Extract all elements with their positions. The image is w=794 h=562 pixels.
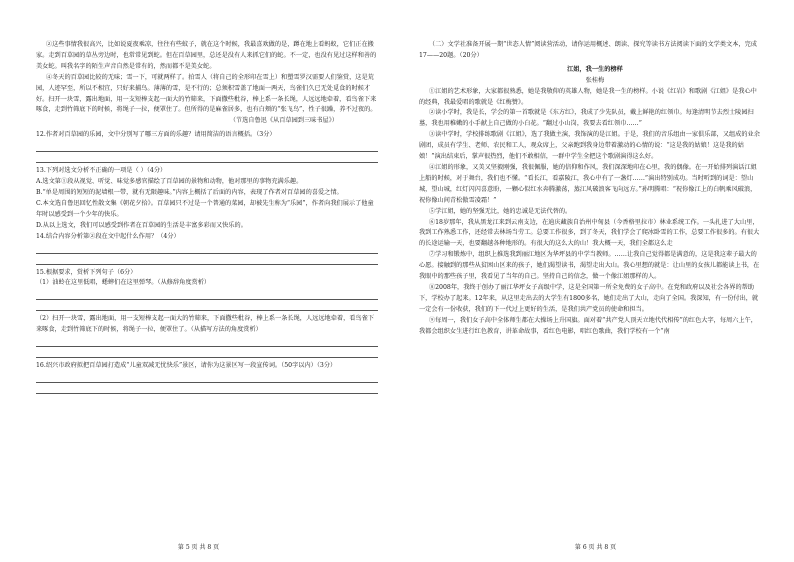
passage-paragraph-4: ④冬天的百草园比较的无味；雪一下，可就两样了。拍雪人（将自己的全形印在雪上）和塑雪罗汉需要人们鉴赏，这是荒园，人迹罕至，所以不相宜，只好来捕鸟。薄薄的雪，是不行的；总须积雪盖了地面一两天，鸟雀们久已无处觅食的时候才好。扫开一块雪，露出地面，用一支短棒支起一面大的竹筛来，下面撒些秕谷，棒上系一条长绳，人远远地牵着，看鸟雀下来啄食，走到竹筛底下的时候，将绳子一拉，便罩住了。但所得的是麻雀居多，也有白颊的“张飞鸟”，性子很躁，养不过夜的。 [36, 73, 377, 114]
right-page [397, 0, 794, 562]
question-13-option-a: A.选文第①段从视觉、听觉、味觉多感官描绘了百草园的景物和动物，他对那里的事物充满乐趣。 [36, 178, 303, 186]
article-paragraph-2: ②读小学时，我是长，学会的第一首歌就是《东方红》，我成了少先队员，戴上鲜艳的红领巾。每逢清明节去烈士陵园扫墓，我也用稚嫩的小手献上自己做的小白花。“翻过小山岗，我要去看红领巾……” [419, 109, 754, 128]
answer-line[interactable] [36, 336, 378, 347]
article-paragraph-6: ⑥18岁那年，我从黑龙江来到云南支边，在迪庆藏族自治州中甸县（今香格里拉市）林业系统工作。一头扎进了大山里，我到工作熟悉工作，还经常去林场当劳工。总要工作很多，到了冬天，我们学会了爬冰卧雪的工作，总要工作很多的。有很大的长途运输一天，也要翻越各种地形的。有很大的这么大的山！我大概一天，我们全都这么走 [419, 218, 760, 248]
article-paragraph-7: ⑦学习和锻炼中，组织上推选我到丽江地区为华坪县的中学当教师。……让我自己觉得都是满意的，这是我这辈子最大的心愿。接触到的那些从贫困山区来的孩子，她们渴望读书，渴望走出大山。我心里想的就是：让山里的女孩儿都能读上书，在我眼中的那些孩子里，我看见了当年的自己。坚持自己的信念，做一个像江姐那样的人。 [419, 251, 760, 281]
passage-paragraph-3: ②这些事情我很高兴，比如说夏夜乘凉，往往有些蚊子，就在这个时候，我最喜欢做的是，蹲在地上看蚂蚁，它们正在搬家。走到百草园的草丛旁边时，也常常见到蛇。但在百草园里，总还是没有人来抓它们的蛇。不一定，也没有见过这样和善的美女蛇。叫我名字的陌生声音自然是常有的，然而都不是美女蛇。 [36, 41, 377, 70]
question-15: 15.根据要求，赏析下列句子（6分） [36, 268, 137, 276]
article-paragraph-3: ③读中学时，学校排练歌剧《江姐》，选了我做主演，我饰演的是江姐。于是，我们的音乐组由一家俱乐部，又组成的业余剧团，成员有学生、老师、农民和工人，观众席上，父亲跑到我身边带着激动的心情的说：“这是我的姑娘！这是我的姑娘！”演出结束后，掌声很热烈，他们不敢相信，一群中学生全把这个歌剧演得这么好。 [419, 131, 760, 161]
page-footer-right: 第 6 页 共 8 页 [574, 544, 617, 551]
question-12: 12.作者对百草园的乐园，文中分别写了哪三方面的乐趣？请用简洁的语言概括。（3分） [36, 131, 276, 139]
answer-line[interactable] [36, 141, 378, 152]
article-paragraph-4: ④江姐的形象，又美又坚毅刚强，我很佩服，她的信仰和作风，我们深深地印在心里，我的偶像。在一开始排列演话江姐上船的时候，对于舞台，我们也不懂。“看长江，看嘉陵江，我心中有了一盏灯……”演出特别成功。当时听到的词是：望山城，望山城，红灯闪闪喜意盼，一颗心似红水奔腾激荡，蒸江风破浪客飞向远方。”孙明腾唱：“祝你像江上的白帆乘风破浪，祝你像山间青松傲雪凌霜！” [419, 163, 757, 204]
right-column [419, 40, 761, 337]
question-13-option-c: C.本文选自鲁迅回忆性散文集《朝花夕拾》。百草园只不过是一个普通的菜园，却被先生称为“乐园”，作者向我们展示了他童年时以感受到一个少年的快乐。 [36, 199, 374, 218]
passage-source: （节选自鲁迅《从百草园到三味书屋》） [229, 117, 338, 125]
answer-line[interactable] [36, 372, 378, 383]
article-paragraph-5: ⑤学江姐，她的坚强无比，她的忠诚是无法代替的。 [428, 207, 572, 215]
question-15-part-1: （1）油蛉在这里低唱，蟋蟀们在这里弹琴。（从修辞角度赏析） [36, 279, 211, 287]
question-13-option-b: B.“单是周围的短短的泥墙根一带，就有无限趣味。”内容上概括了后面的内容，表现了作者对百草园的喜爱之情。 [36, 188, 343, 196]
section-intro: （二）文学社准备开展一期“世态人情”阅读营活动，请你运用概述、朗读、探究等读书方法阅读下面的文学类文本，完成17——20题。（20分） [419, 41, 757, 59]
answer-line[interactable] [36, 300, 378, 311]
answer-line[interactable] [36, 347, 378, 358]
question-16: 16.绍兴市政府拟把百草园打造成“儿童双减无忧快乐”景区，请你为这景区写一段宣传词。（50字以内）（3分） [36, 362, 337, 370]
article-paragraph-9: ⑨每周一，我们女子高中全体师生都在大操场上升国旗。面对着“共产党人顶天立地代代相传”的红色大字，每周六上午，我都会组织女生进行红色教育，讲革命故事，看红色电影，唱红色歌曲，我们学校有一个“南 [419, 316, 757, 335]
answer-line[interactable] [36, 243, 378, 254]
answer-line[interactable] [36, 152, 378, 163]
left-column [36, 40, 378, 394]
answer-line[interactable] [36, 289, 378, 300]
article-title: 江姐，我一生的榜样 [567, 65, 623, 73]
article-author: 张桂梅 [585, 76, 605, 84]
question-15-part-2: （2）扫开一块雪，露出地面，用一支短棒支起一面大的竹筛来，下面撒些秕谷，棒上系一条长绳，人远远地牵着，看鸟雀下来啄食，走到竹筛底下的时候，将绳子一拉，便罩住了。（从描写方法的角度赏析） [36, 315, 375, 334]
article-paragraph-1: ①江姐的艺术形象，大家都很熟悉，她是我敬仰的英雄人物，她是我一生的榜样。小说《红岩》和歌剧《江姐》是我心中的经典，我最爱唱的歌就是《红梅赞》。 [419, 87, 757, 106]
question-13: 13.下列对选文分析不正确的一项是（ ）（4分） [36, 167, 167, 175]
article-paragraph-8: ⑧2008年，我终于创办了丽江华坪女子高级中学，这是全国第一所全免费的女子高中。在党和政府以及社会各界的帮助下，学校办了起来。12年来，从这里走出去的大学生有1800多名，她们走出了大山，走向了全国。我深知，有一份付出，就一定会有一份收获，我们的下一代过上更好的生活，是我们共产党员的使命和担当。 [419, 283, 759, 313]
page-footer-left: 第 5 页 共 8 页 [177, 544, 220, 551]
question-13-option-d: D.从以上选文，我们可以感受到作者在百草园的生活是丰富多彩而又快乐的。 [36, 221, 247, 229]
question-14: 14.结合内容分析第②段在文中起什么作用？（4分） [36, 232, 180, 240]
answer-line[interactable] [36, 383, 378, 394]
answer-line[interactable] [36, 254, 378, 265]
